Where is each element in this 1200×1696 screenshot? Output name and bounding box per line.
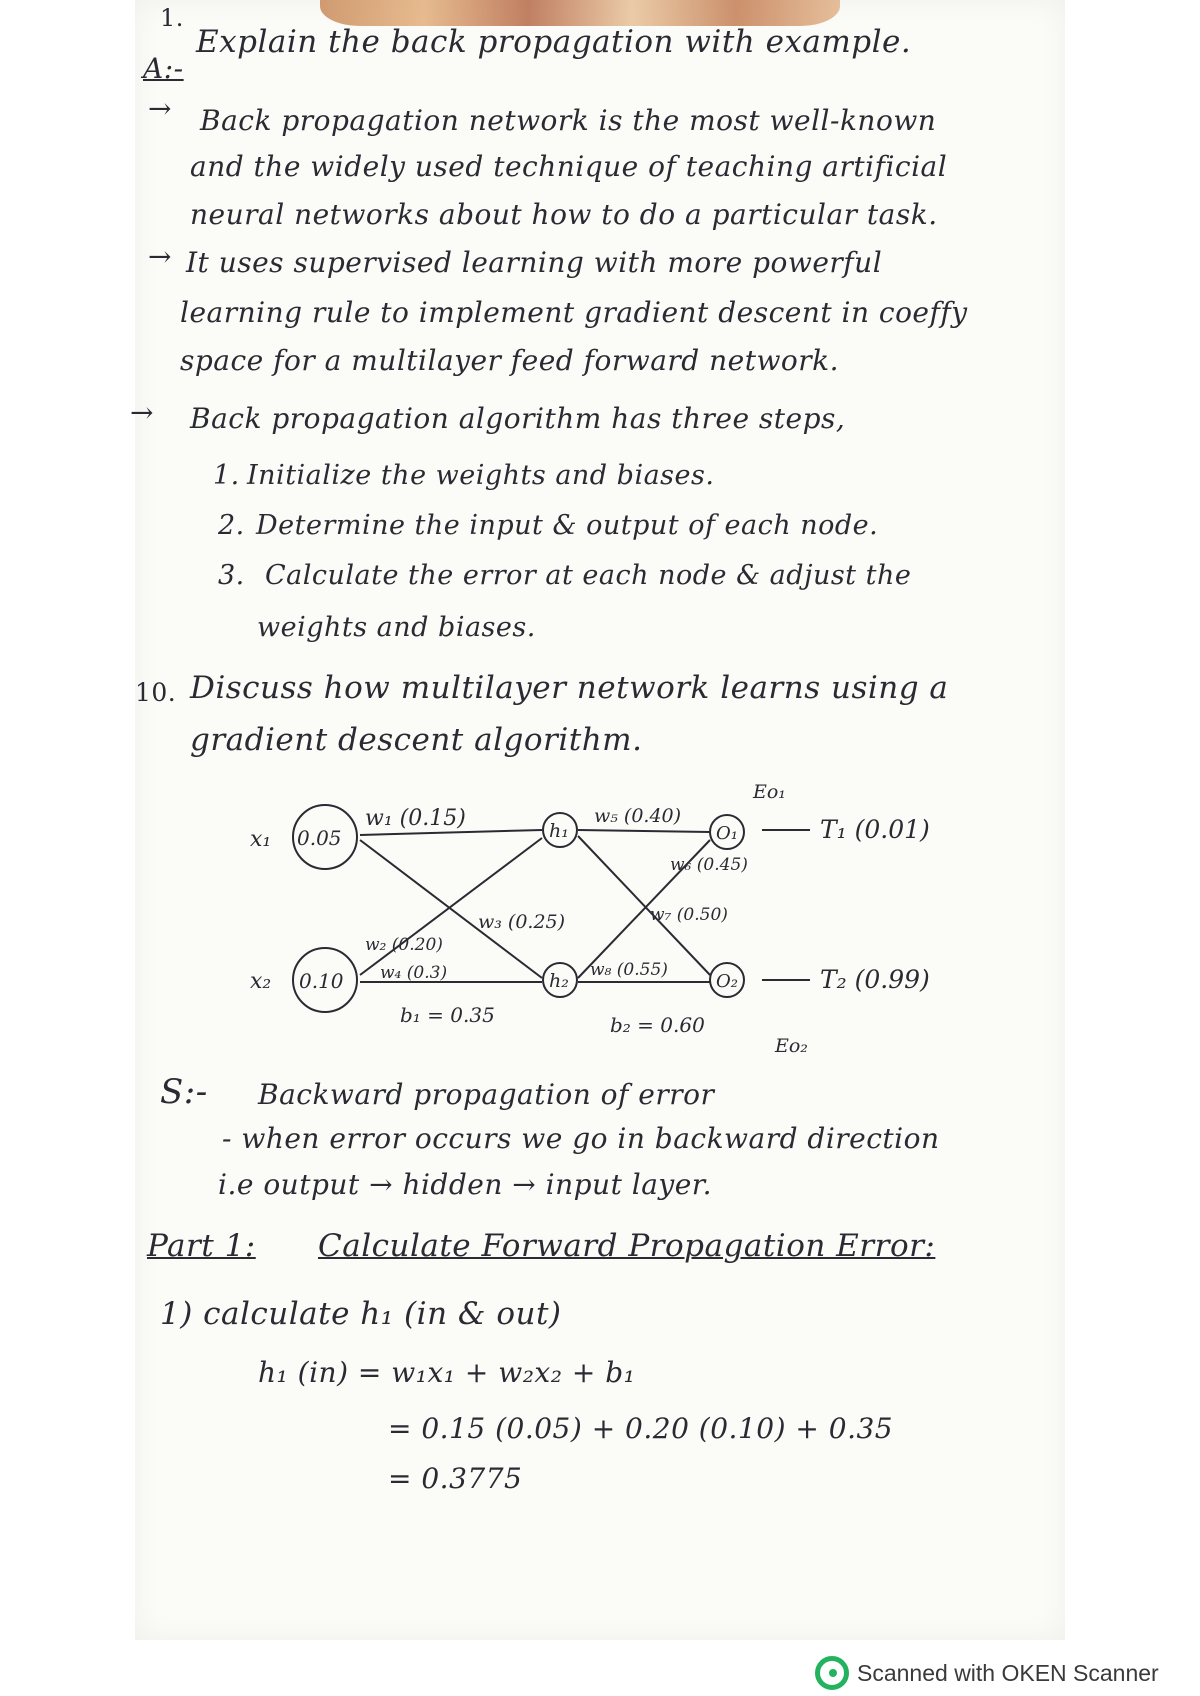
w2-label: w₂ (0.20): [365, 935, 443, 955]
t2-label: T₂ (0.99): [820, 965, 930, 994]
solution-line-1: Backward propagation of error: [258, 1078, 715, 1111]
bullet-1-line-1: Back propagation network is the most well-known: [200, 104, 937, 137]
torn-page-edge: [320, 0, 840, 26]
question-title: Explain the back propagation with example.: [196, 24, 912, 60]
scanner-watermark-text: Scanned with OKEN Scanner: [857, 1659, 1159, 1686]
equation-line-2: = 0.15 (0.05) + 0.20 (0.10) + 0.35: [388, 1412, 894, 1445]
solution-line-2: - when error occurs we go in backward direction: [222, 1122, 940, 1155]
h2-label: h₂: [549, 970, 569, 992]
bullet-1-line-3: neural networks about how to do a particular task.: [190, 198, 938, 231]
bullet-2-line-3: space for a multilayer feed forward network.: [180, 344, 840, 377]
w7-label: w₇ (0.50): [650, 905, 728, 925]
part-1-title: Calculate Forward Propagation Error:: [318, 1228, 936, 1264]
solution-label: S:-: [160, 1072, 208, 1112]
arrow-bullet-icon: →: [148, 240, 172, 273]
o2-label: O₂: [716, 971, 738, 992]
oken-scanner-logo-icon: [815, 1656, 849, 1690]
part-1-label: Part 1:: [147, 1228, 256, 1264]
question-10-number: 10.: [135, 678, 177, 707]
b2-label: b₂ = 0.60: [610, 1013, 705, 1037]
x1-value: 0.05: [297, 826, 342, 850]
question-10-line-2: gradient descent algorithm.: [190, 722, 643, 758]
step-2-number: 2.: [218, 510, 245, 541]
neural-network-diagram: [230, 770, 970, 1070]
steps-intro: Back propagation algorithm has three steps,: [190, 402, 846, 435]
equation-line-3: = 0.3775: [388, 1462, 523, 1495]
step-1-text: Initialize the weights and biases.: [247, 460, 715, 491]
step-3-number: 3.: [218, 560, 245, 591]
e2-label: Eo₂: [775, 1035, 808, 1057]
step-3-text: Calculate the error at each node & adjust the: [265, 560, 912, 591]
arrow-bullet-icon: →: [130, 396, 154, 429]
calc-title: 1) calculate h₁ (in & out): [160, 1296, 562, 1332]
x2-value: 0.10: [299, 969, 344, 993]
question-number: 1.: [160, 4, 184, 32]
t1-label: T₁ (0.01): [820, 815, 930, 844]
w5-label: w₅ (0.40): [594, 805, 682, 827]
w1-label: w₁ (0.15): [365, 806, 466, 831]
bullet-2-line-1: It uses supervised learning with more powerful: [186, 246, 883, 279]
solution-line-3: i.e output → hidden → input layer.: [218, 1168, 712, 1201]
e1-label: Eo₁: [753, 781, 786, 803]
b1-label: b₁ = 0.35: [400, 1003, 495, 1027]
h1-label: h₁: [549, 820, 569, 842]
equation-line-1: h₁ (in) = w₁x₁ + w₂x₂ + b₁: [258, 1356, 636, 1389]
o1-label: O₁: [716, 823, 738, 844]
x2-label: x₂: [250, 969, 272, 994]
edge-w5: [578, 830, 710, 832]
w6-label: w₆ (0.45): [670, 855, 748, 875]
step-2-text: Determine the input & output of each node.: [256, 510, 879, 541]
bullet-1-line-2: and the widely used technique of teaching artificial: [190, 150, 948, 183]
arrow-bullet-icon: →: [148, 92, 172, 125]
edge-w3: [360, 840, 542, 978]
w4-label: w₄ (0.3): [380, 963, 448, 983]
question-10-line-1: Discuss how multilayer network learns using a: [190, 670, 949, 706]
step-3-text-cont: weights and biases.: [257, 612, 536, 643]
answer-label: A:-: [143, 52, 184, 85]
scanner-watermark: [815, 1655, 1159, 1691]
x1-label: x₁: [250, 827, 272, 852]
bullet-2-line-2: learning rule to implement gradient descent in coeffy: [180, 296, 968, 329]
w3-label: w₃ (0.25): [478, 911, 566, 933]
step-1-number: 1.: [213, 460, 240, 491]
w8-label: w₈ (0.55): [590, 960, 668, 980]
